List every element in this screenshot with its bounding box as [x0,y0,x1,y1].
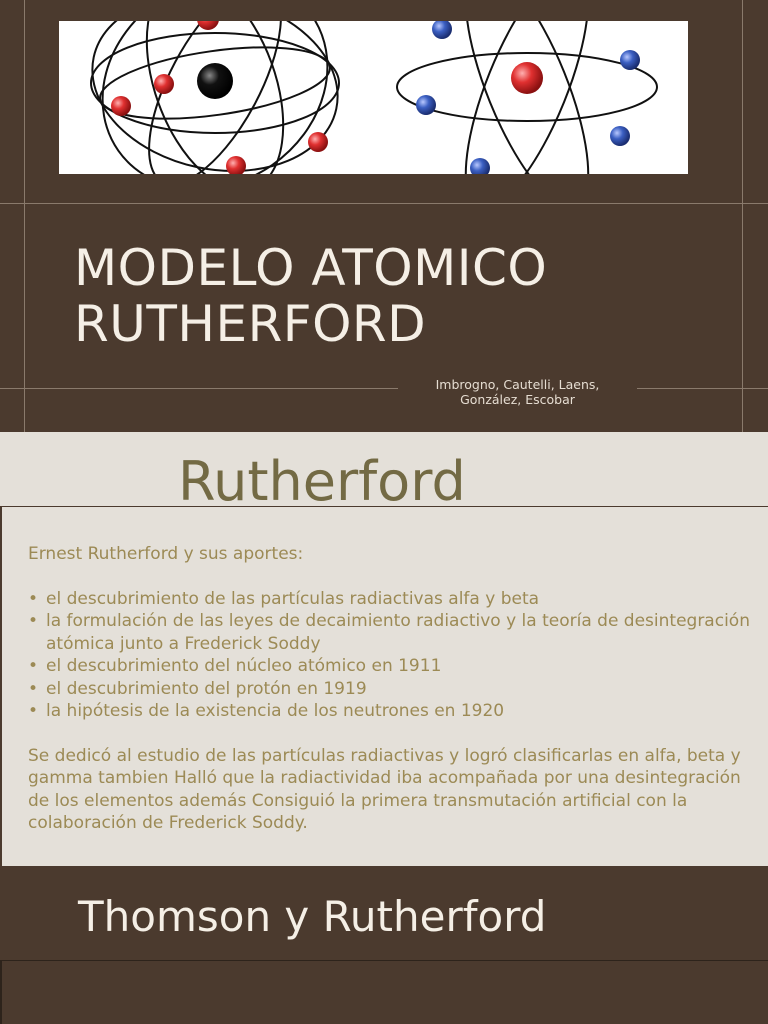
list-item: • la formulación de las leyes de decaimiento radiactivo y la teoría de desintegración atómica junto a Frederick Soddy [28,610,763,655]
frame-line-right [742,0,743,432]
atom-models-illustration [59,21,688,174]
slide-heading: Rutherford [178,450,466,513]
title-line-2: RUTHERFORD [74,295,427,353]
authors [410,377,625,407]
left-electron [111,96,131,116]
left-electron [226,156,246,174]
left-electron [154,74,174,94]
right-nucleus [511,62,543,94]
list-item: • el descubrimiento de las partículas radiactivas alfa y beta [28,588,763,611]
authors-line-1: Imbrogno, Cautelli, Laens, [435,377,600,392]
right-electron [416,95,436,115]
atom-models-image [59,21,688,174]
content-frame [0,960,768,1024]
slide-title [0,0,768,432]
list-item: • el descubrimiento del núcleo atómico en 1911 [28,655,763,678]
content-frame [0,506,768,866]
list-item: • la hipótesis de la existencia de los neutrones en 1920 [28,700,763,723]
authors-line-2: González, Escobar [460,392,575,407]
right-atom-orbits [397,21,657,174]
left-electron [197,21,219,30]
frame-line-left [24,0,25,432]
frame-line-bottom-right [637,388,768,389]
contributions-list [28,588,763,723]
left-electron [308,132,328,152]
right-electron [620,50,640,70]
title-line-1: MODELO ATOMICO [74,239,548,297]
intro-text: Ernest Rutherford y sus aportes: [28,544,304,564]
right-electron [432,21,452,39]
slide-title-heading [74,240,694,352]
right-electron [610,126,630,146]
right-electron [470,158,490,174]
slide-rutherford [0,432,768,866]
slide-thomson-rutherford [0,866,768,1024]
frame-line-top [0,203,768,204]
summary-paragraph: Se dedicó al estudio de las partículas radiactivas y logró clasificarlas en alfa, beta y gamma tambien Halló que la radiactividad iba acompañada por una desintegración de los elementos además Consiguió la primera transmutación artificial con la colaboración de Frederick Soddy. [28,745,741,833]
frame-line-bottom-left [0,388,398,389]
content-body [28,543,763,835]
left-nucleus [197,63,233,99]
list-item: • el descubrimiento del protón en 1919 [28,678,763,701]
slide-heading: Thomson y Rutherford [78,892,547,941]
